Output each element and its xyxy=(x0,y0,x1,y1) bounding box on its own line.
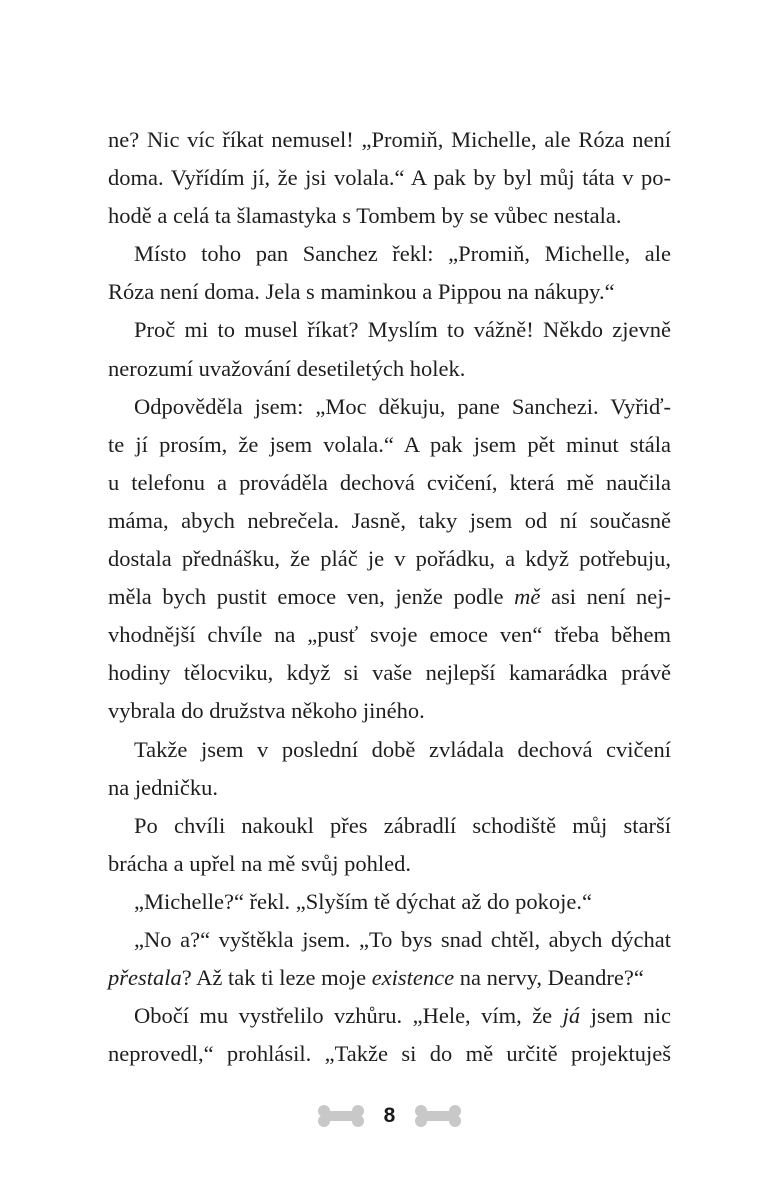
text-span: Róza není doma. Jela s maminkou a Pippou na nákupy.“ xyxy=(108,279,615,305)
emphasis: já xyxy=(562,1003,581,1029)
text-span: Obočí mu vystřelilo vzhůru. „Hele, vím, že xyxy=(134,1003,553,1029)
text-line xyxy=(108,159,671,197)
text-line xyxy=(108,235,671,273)
text-span: Po chvíli nakoukl přes zábradlí schodiště můj starší xyxy=(134,812,671,838)
text-line xyxy=(108,388,671,426)
text-span: vybrala do družstva někoho jiného. xyxy=(108,698,425,724)
text-span: neprovedl,“ prohlásil. „Takže si do mě určitě projektuješ xyxy=(108,1041,671,1067)
text-line xyxy=(108,578,671,616)
emphasis: mě xyxy=(514,584,541,610)
page-footer xyxy=(0,1096,779,1136)
text-span: na nervy, Deandre?“ xyxy=(459,965,644,991)
text-line xyxy=(108,350,671,388)
text-span: Takže jsem v poslední době zvládala dechová cvičení xyxy=(134,736,671,762)
text-line xyxy=(108,883,671,921)
text-span: ne? Nic víc říkat nemusel! „Promiň, Michelle, ale Róza není xyxy=(108,127,671,152)
text-span: dostala přednášku, že pláč je v pořádku, a když potřebuju, xyxy=(108,546,671,572)
text-line xyxy=(108,464,671,502)
text-line xyxy=(108,1035,671,1073)
text-line xyxy=(108,654,671,692)
emphasis: přestala xyxy=(108,965,182,991)
text-line xyxy=(108,540,671,578)
page-number: 8 xyxy=(383,1104,396,1127)
text-span: jsem nic xyxy=(590,1003,672,1029)
text-line xyxy=(108,997,671,1035)
text-span: u telefonu a prováděla dechová cvičení, která mě naučila xyxy=(108,469,671,495)
text-span: brácha a upřel na mě svůj pohled. xyxy=(108,850,412,876)
text-line xyxy=(108,273,671,311)
text-span: na jedničku. xyxy=(108,774,218,800)
body-text xyxy=(108,121,671,1073)
text-line xyxy=(108,121,671,159)
text-line xyxy=(108,692,671,730)
bone-left-icon xyxy=(316,1104,366,1128)
text-line xyxy=(108,769,671,807)
text-line xyxy=(108,959,671,997)
text-line xyxy=(108,311,671,349)
bone-right-icon xyxy=(413,1104,463,1128)
emphasis: existence xyxy=(371,965,455,991)
text-line xyxy=(108,921,671,959)
text-span: měla bych pustit emoce ven, jenže podle xyxy=(108,584,504,610)
text-span: doma. Vyřídím jí, že jsi volala.“ A pak by byl můj táta v po- xyxy=(108,165,671,191)
text-line xyxy=(108,807,671,845)
text-line xyxy=(108,502,671,540)
text-span: „No a?“ vyštěkla jsem. „To bys snad chtěl, abych dýchat xyxy=(134,926,671,952)
text-span: Odpověděla jsem: „Moc děkuju, pane Sanchezi. Vyřiď- xyxy=(134,393,671,419)
text-line xyxy=(108,616,671,654)
text-span: Místo toho pan Sanchez řekl: „Promiň, Michelle, ale xyxy=(134,241,671,267)
text-span: „Michelle?“ řekl. „Slyším tě dýchat až do pokoje.“ xyxy=(134,888,592,914)
text-span: máma, abych nebrečela. Jasně, taky jsem od ní současně xyxy=(108,507,671,533)
text-line xyxy=(108,731,671,769)
text-span: Proč mi to musel říkat? Myslím to vážně! Někdo zjevně xyxy=(134,317,671,343)
text-span: asi není nej- xyxy=(551,584,672,610)
text-line xyxy=(108,197,671,235)
text-span: hodiny tělocviku, když si vaše nejlepší kamarádka právě xyxy=(108,660,671,686)
text-span: vhodnější chvíle na „pusť svoje emoce ven“ třeba během xyxy=(108,622,671,648)
text-span: te jí prosím, že jsem volala.“ A pak jsem pět minut stála xyxy=(108,431,671,457)
text-line xyxy=(108,845,671,883)
text-span: ? Až tak ti leze moje xyxy=(181,965,367,991)
text-span: nerozumí uvažování desetiletých holek. xyxy=(108,355,466,381)
text-line xyxy=(108,426,671,464)
text-span: hodě a celá ta šlamastyka s Tombem by se vůbec nestala. xyxy=(108,203,622,229)
